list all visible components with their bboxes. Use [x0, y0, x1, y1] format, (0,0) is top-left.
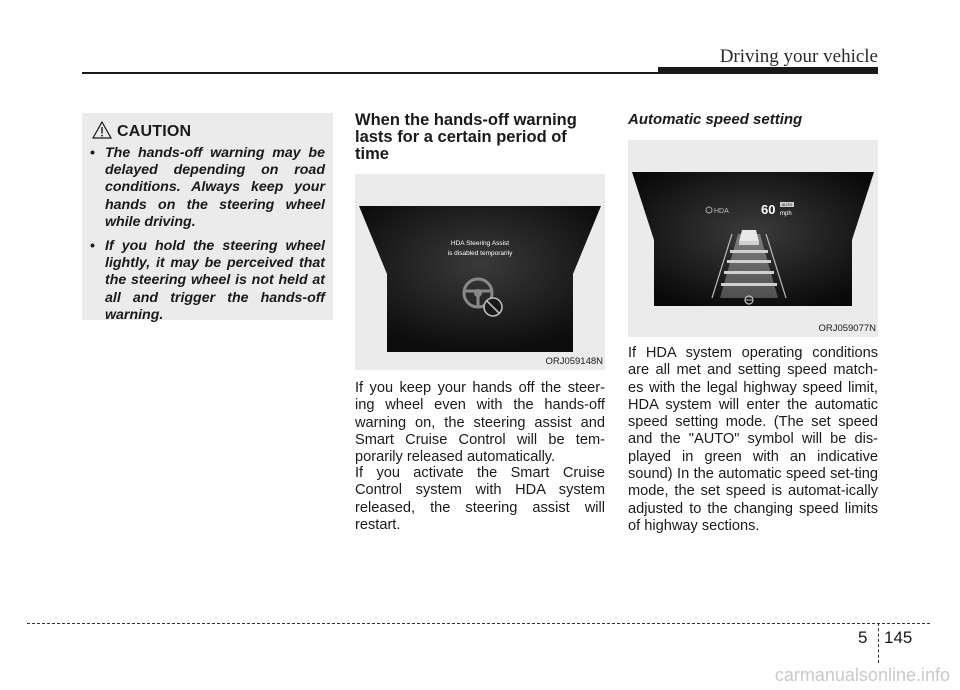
lead-vehicle-icon: [739, 230, 759, 245]
figure-code: ORJ059077N: [818, 323, 876, 334]
caution-item: • If you hold the steering wheel lightly, it may be perceived that the steering wheel is not held at all and trigger the hands-off warning.: [90, 238, 325, 323]
speed-unit: mph: [780, 211, 792, 217]
caution-title: CAUTION: [117, 123, 192, 140]
caution-list: [82, 145, 333, 331]
header-rule-accent: [658, 67, 878, 74]
warning-triangle-icon: [92, 121, 112, 139]
cluster-display-illustration: [355, 174, 605, 370]
watermark: carmanualsonline.info: [774, 665, 950, 685]
page-number: 145: [884, 628, 913, 647]
bullet: •: [90, 238, 95, 255]
figure-code: ORJ059148N: [545, 356, 603, 367]
body-paragraph: If you keep your hands off the steer-ing wheel even with the hands-off warning on, the steering assist and Smart Cruise Control will be tem-porarily released automatically.: [355, 380, 605, 466]
screen-text-line2: is disabled temporarily: [447, 250, 513, 257]
footer-divider: [878, 623, 879, 663]
body-paragraph: If HDA system operating conditions are all met and setting speed match-es with the legal highway speed limit, HDA system will enter the automatic speed setting mode. (The set speed and the "AUTO" symbol will be dis-played in green with an indicative sound) In the automatic speed set-ting mode, the set speed is automat-ically adjusted to the changing speed limits of highway sections.: [628, 345, 878, 534]
hda-label: HDA: [714, 208, 729, 215]
body-paragraph: If you activate the Smart Cruise Control system with HDA system released, the steering assist will restart.: [355, 465, 605, 533]
prohibited-icon: [484, 298, 502, 316]
subsection-heading: Automatic speed setting: [628, 111, 803, 128]
figure-auto-speed: [628, 140, 878, 337]
footer-rule: [27, 623, 930, 624]
figure-hands-off-warning: [355, 174, 605, 370]
screen-text-line1: HDA Steering Assist: [450, 240, 510, 247]
running-header: Driving your vehicle: [719, 46, 878, 67]
caution-box: [82, 113, 333, 323]
auto-badge: AUTO: [781, 203, 793, 207]
cluster-display-illustration: [628, 140, 878, 337]
caution-item: • The hands-off warning may be delayed depending on road conditions. Always keep your hands on the steering wheel while driving.: [90, 145, 325, 230]
set-speed-value: 60: [761, 202, 776, 217]
bullet: •: [90, 145, 95, 161]
chapter-number: 5: [858, 628, 868, 647]
section-heading: When the hands-off warning lasts for a certain period of time: [355, 111, 577, 163]
